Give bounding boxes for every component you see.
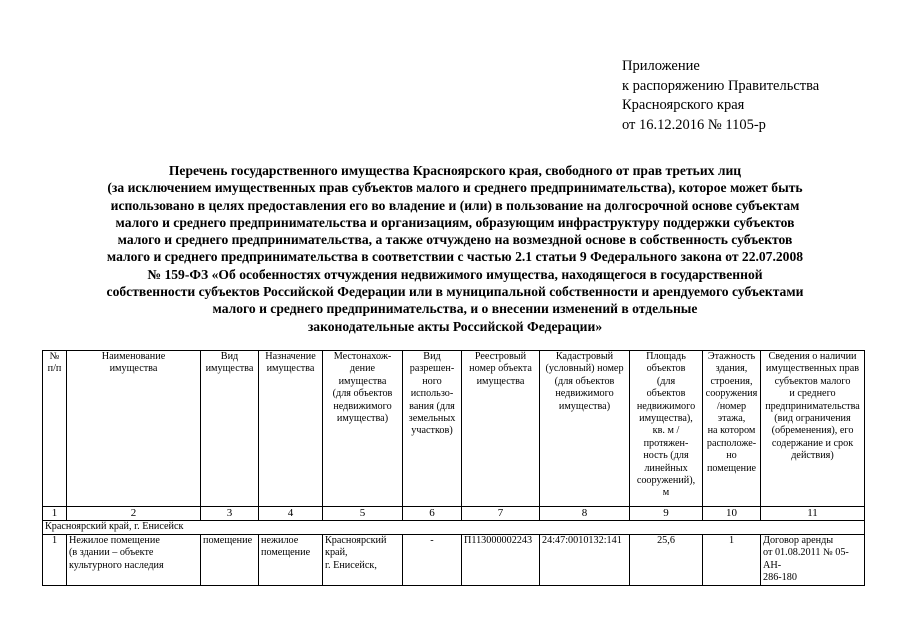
title-line: малого и среднего предпринимательства в соответствии с частью 2.1 статьи 9 Федерального закона от 22.07.2008 [106, 249, 804, 265]
title-line: малого и среднего предпринимательства, и о внесении изменений в отдельные [212, 301, 698, 317]
column-number: 1 [43, 507, 67, 521]
header-cell: Реестровый номер объекта имущества [462, 351, 540, 507]
header-cell: Назначение имущества [259, 351, 323, 507]
header-cell: Сведения о наличии имущественных прав субъектов малого и среднего предпринимательства (вид ограничения (обременения), его содержание и срок действия) [761, 351, 865, 507]
header-cell: Кадастровый (условный) номер (для объектов недвижимого имущества) [540, 351, 630, 507]
column-number: 2 [67, 507, 201, 521]
appendix-line: к распоряжению Правительства [622, 77, 820, 94]
registry-number-cell: П113000002243 [462, 535, 540, 586]
property-location-cell: Красноярский край, г. Енисейск, [323, 535, 403, 586]
header-cell: Этажность здания, строения, сооружения /номер этажа, на котором расположе- но помещение [703, 351, 761, 507]
column-number: 9 [630, 507, 703, 521]
rights-cell: Договор аренды от 01.08.2011 № 05-АН- 286-180 [761, 535, 865, 586]
title-line: собственности субъектов Российской Федерации или в муниципальной собственности и арендуемого субъектами [106, 284, 804, 300]
header-cell: Местонахож- дение имущества (для объектов недвижимого имущества) [323, 351, 403, 507]
column-number: 10 [703, 507, 761, 521]
header-cell: Вид имущества [201, 351, 259, 507]
document-title [60, 162, 850, 335]
title-line: Перечень государственного имущества Красноярского края, свободного от прав третьих лиц [168, 163, 742, 178]
appendix-line: от 16.12.2016 № 1105-р [622, 116, 766, 133]
appendix-line: Красноярского края [622, 97, 745, 113]
area-cell: 25,6 [630, 535, 703, 586]
cadastral-number-cell: 24:47:0010132:141 [540, 535, 630, 586]
column-number: 5 [323, 507, 403, 521]
floors-cell: 1 [703, 535, 761, 586]
permitted-use-cell: - [403, 535, 462, 586]
table-row [43, 535, 865, 586]
row-number-cell: 1 [43, 535, 67, 586]
property-table [42, 350, 865, 586]
table-header-row [43, 351, 865, 507]
title-line: законодательные акты Российской Федерации» [307, 318, 603, 334]
header-cell: Вид разрешен- ного использо- вания (для земельных участков) [403, 351, 462, 507]
appendix-block [622, 57, 819, 135]
column-number-row [43, 507, 865, 521]
title-line: № 159-ФЗ «Об особенностях отчуждения недвижимого имущества, находящегося в государственной [147, 266, 763, 282]
title-line: использовано в целях предоставления его во владение и (или) в пользование на долгосрочной основе субъектам [110, 197, 800, 213]
property-purpose-cell: нежилое помещение [259, 535, 323, 586]
column-number: 8 [540, 507, 630, 521]
column-number: 3 [201, 507, 259, 521]
region-cell: Красноярский край, г. Енисейск [43, 521, 865, 535]
region-row [43, 521, 865, 535]
title-line: малого и среднего предпринимательства и организациям, образующим инфраструктуру поддержки субъектов [115, 214, 795, 230]
header-cell: Наименование имущества [67, 351, 201, 507]
appendix-line: Приложение [622, 58, 700, 74]
property-name-cell: Нежилое помещение (в здании – объекте культурного наследия [67, 535, 201, 586]
column-number: 11 [761, 507, 865, 521]
header-cell: № п/п [43, 351, 67, 507]
title-line: малого и среднего предпринимательства, а также отчуждено на возмездной основе в собственность субъектов [117, 232, 793, 248]
column-number: 7 [462, 507, 540, 521]
title-line: (за исключением имущественных прав субъектов малого и среднего предпринимательства), которое может быть [107, 180, 803, 196]
property-kind-cell: помещение [201, 535, 259, 586]
header-cell: Площадь объектов (для объектов недвижимого имущества), кв. м / протяжен- ность (для линейных сооружений), м [630, 351, 703, 507]
column-number: 6 [403, 507, 462, 521]
column-number: 4 [259, 507, 323, 521]
